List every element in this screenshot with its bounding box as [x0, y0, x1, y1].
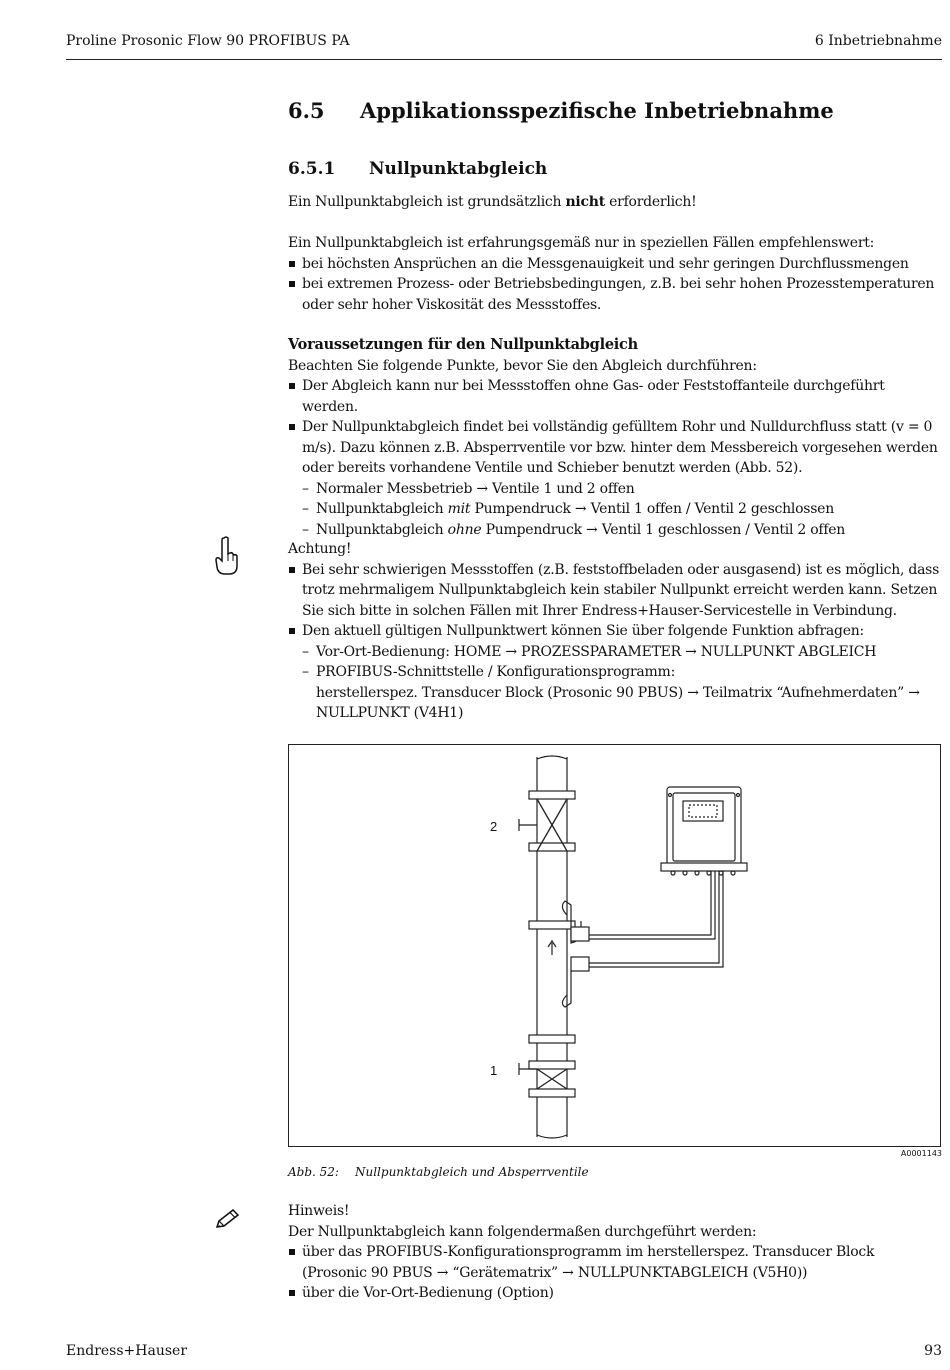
dash-emphasis: mit	[447, 501, 471, 517]
dash-text: Vor-Ort-Bedienung: HOME → PROZESSPARAMETER → NULLPUNKT ABGLEICH	[316, 643, 877, 660]
dash-emphasis: ohne	[447, 521, 482, 538]
caption-text: Nullpunktabgleich und Absperrventile	[354, 1165, 589, 1179]
intro-paragraph	[288, 192, 942, 213]
pencil-icon	[214, 1208, 240, 1230]
list-item: Den aktuell gültigen Nullpunktwert können Sie über folgende Funktion abfragen:	[288, 621, 942, 642]
header-right: 6 Inbetriebnahme	[814, 33, 942, 49]
caution-block	[288, 539, 942, 724]
dash-text: PROFIBUS-Schnittstelle / Konfigurationsprogramm:	[316, 664, 676, 680]
list-item: über das PROFIBUS-Konfigurationsprogramm im herstellerspez. Transducer Block (Prosonic 90 PBUS → “Gerätematrix” → NULLPUNKTABGLEICH (V5H0))	[288, 1242, 942, 1283]
subsection-number: 6.5.1	[288, 159, 336, 179]
valve-diagram	[289, 745, 940, 1146]
list-item: über die Vor-Ort-Bedienung (Option)	[288, 1283, 942, 1304]
caution-title: Achtung!	[288, 541, 352, 557]
prereq-heading: Voraussetzungen für den Nullpunktabgleich	[288, 336, 638, 353]
intro-text-end: erforderlich!	[604, 194, 697, 210]
list-item: bei höchsten Ansprüchen an die Messgenauigkeit und sehr geringen Durchflussmengen	[288, 254, 942, 275]
intro-bold: nicht	[565, 194, 605, 210]
dash-text: Pumpendruck → Ventil 1 offen / Ventil 2 geschlossen	[470, 501, 834, 517]
section-heading	[288, 98, 942, 123]
subsection-heading	[288, 159, 942, 179]
header-left: Proline Prosonic Flow 90 PROFIBUS PA	[66, 33, 350, 49]
note-title: Hinweis!	[288, 1203, 350, 1219]
recommend-text: Ein Nullpunktabgleich ist erfahrungsgemäß nur in speziellen Fällen empfehlenswert:	[288, 235, 875, 251]
caption-number: Abb. 52:	[288, 1165, 339, 1179]
footer-brand: Endress+Hauser	[66, 1343, 188, 1359]
prereq-block	[288, 335, 942, 540]
dash-text: Nullpunktabgleich	[316, 501, 448, 517]
valve-label-1: 1	[490, 1063, 498, 1078]
caution-hand-icon	[214, 536, 240, 576]
section-title: Applikationsspezifische Inbetriebnahme	[360, 98, 834, 123]
dash-item: – Nullpunktabgleich ohne Pumpendruck → Ventil 1 geschlossen / Ventil 2 offen	[302, 521, 846, 538]
dash-text: Pumpendruck → Ventil 1 geschlossen / Ventil 2 offen	[481, 521, 846, 538]
valve-label-2: 2	[490, 819, 498, 834]
intro-text: Ein Nullpunktabgleich ist grundsätzlich	[288, 194, 566, 210]
dash-item: – Nullpunktabgleich mit Pumpendruck → Ventil 1 offen / Ventil 2 geschlossen	[302, 501, 834, 517]
section-number: 6.5	[288, 98, 325, 123]
subsection-title: Nullpunktabgleich	[369, 159, 548, 179]
list-item: Bei sehr schwierigen Messstoffen (z.B. feststoffbeladen oder ausgasend) ist es möglich, dass trotz mehrmaligem Nullpunktabgleich kein stabiler Nullpunkt erreicht werden kann. Setzen Sie sich bitte in solchen Fällen mit Ihrer Endress+Hauser-Servicestelle in Verbindung.	[288, 560, 942, 622]
dash-text: Normaler Messbetrieb → Ventile 1 und 2 offen	[316, 480, 635, 497]
figure-code: A0001143	[900, 1149, 942, 1158]
dash-item: – Vor-Ort-Bedienung: HOME → PROZESSPARAMETER → NULLPUNKT ABGLEICH	[302, 643, 877, 660]
note-block	[288, 1201, 942, 1304]
list-item: Der Abgleich kann nur bei Messstoffen ohne Gas- oder Feststoffanteile durchgeführt werden.	[288, 376, 942, 417]
list-item: Der Nullpunktabgleich findet bei vollständig gefülltem Rohr und Nulldurchfluss statt (v = 0 m/s). Dazu können z.B. Absperrventile vor bzw. hinter dem Messbereich vorgesehen werden oder bereits vorhandene Ventile und Schieber benutzt werden (Abb. 52).	[288, 417, 942, 479]
figure-caption	[288, 1165, 589, 1179]
header-rule	[66, 59, 942, 60]
recommend-block	[288, 233, 942, 315]
dash-item: – Normaler Messbetrieb → Ventile 1 und 2 offen	[302, 480, 635, 497]
prereq-text: Beachten Sie folgende Punkte, bevor Sie den Abgleich durchführen:	[288, 357, 757, 374]
page-number: 93	[924, 1343, 942, 1359]
figure-box	[288, 744, 941, 1147]
dash-continuation: herstellerspez. Transducer Block (Prosonic 90 PBUS) → Teilmatrix “Aufnehmerdaten” → NULLPUNKT (V4H1)	[316, 684, 920, 721]
dash-text: Nullpunktabgleich	[316, 521, 448, 538]
note-text: Der Nullpunktabgleich kann folgendermaßen durchgeführt werden:	[288, 1223, 757, 1240]
list-item: bei extremen Prozess- oder Betriebsbedingungen, z.B. bei sehr hohen Prozesstemperaturen oder sehr hoher Viskosität des Messstoffes.	[288, 274, 942, 315]
dash-item: – PROFIBUS-Schnittstelle / Konfigurationsprogramm:	[302, 664, 676, 680]
